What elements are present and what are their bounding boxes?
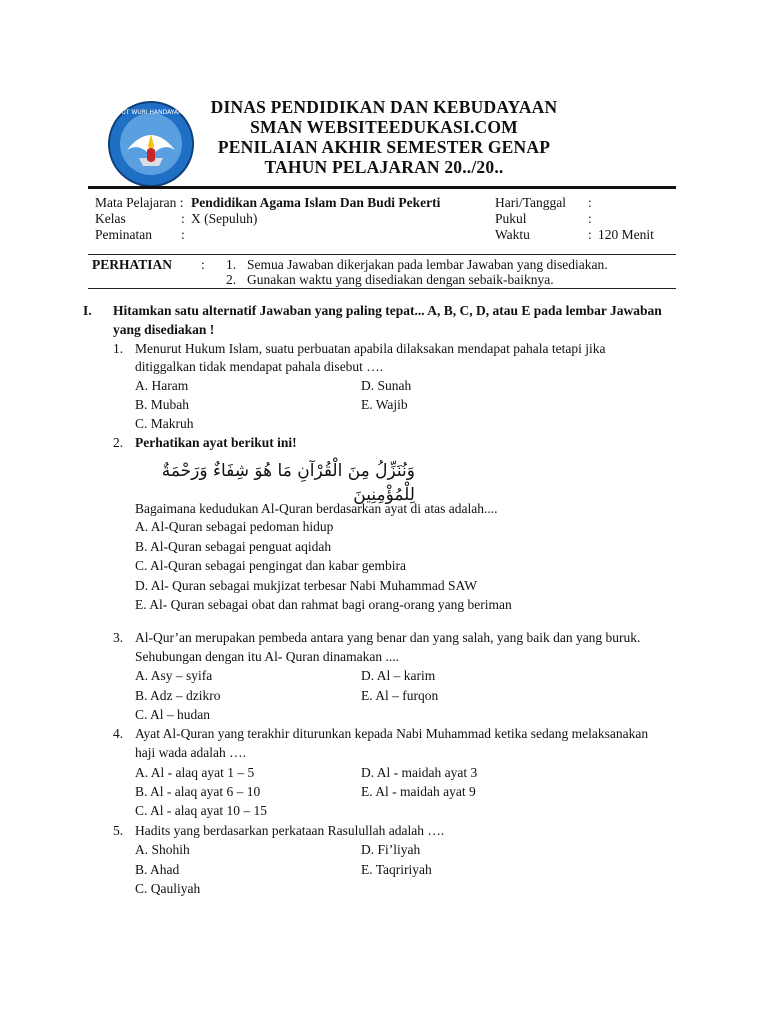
peminatan-sep: : bbox=[181, 227, 185, 242]
kelas-sep: : bbox=[181, 211, 185, 226]
option-d: D. Fi’liyah bbox=[361, 842, 421, 857]
header-line-school: SMAN WEBSITEEDUKASI.COM bbox=[250, 117, 518, 137]
option-b: B. Ahad bbox=[135, 862, 180, 877]
option-e: E. Taqririyah bbox=[361, 862, 432, 877]
option-d: D. Sunah bbox=[361, 378, 412, 393]
section-number: I. bbox=[83, 303, 92, 318]
option-a: A. Haram bbox=[135, 378, 189, 393]
header-line-year: TAHUN PELAJARAN 20../20.. bbox=[264, 157, 504, 177]
waktu-sep: : bbox=[588, 227, 592, 242]
perhatian-label: PERHATIAN bbox=[92, 257, 173, 272]
info-divider bbox=[88, 254, 676, 255]
question-text-line-2: ditiggalkan tidak mendapat pahala disebut …. bbox=[135, 359, 384, 374]
question-text-line-1: Menurut Hukum Islam, suatu perbuatan apabila dilaksakan mendapat pahala tetapi jika bbox=[135, 341, 606, 356]
hari-label: Hari/Tanggal bbox=[495, 195, 567, 210]
peminatan-label: Peminatan bbox=[95, 227, 152, 242]
option-e: E. Wajib bbox=[361, 397, 408, 412]
mapel-label: Mata Pelajaran : bbox=[95, 195, 184, 210]
question-text: Bagaimana kedudukan Al-Quran berdasarkan ayat di atas adalah.... bbox=[135, 501, 498, 516]
pukul-label: Pukul bbox=[495, 211, 527, 226]
option-e: E. Al – furqon bbox=[361, 688, 439, 703]
option-a: A. Asy – syifa bbox=[135, 668, 213, 683]
question-number: 5. bbox=[113, 823, 124, 838]
option-a: A. Shohih bbox=[135, 842, 190, 857]
header-line-dinas: DINAS PENDIDIKAN DAN KEBUDAYAAN bbox=[210, 97, 558, 117]
option-c: C. Al - alaq ayat 10 – 15 bbox=[135, 803, 267, 818]
option-c: C. Al-Quran sebagai pengingat dan kabar gembira bbox=[135, 558, 407, 573]
question-number: 3. bbox=[113, 630, 124, 645]
option-c: C. Qauliyah bbox=[135, 881, 201, 896]
option-d: D. Al - maidah ayat 3 bbox=[361, 765, 478, 780]
question-text-line-1: Hadits yang berdasarkan perkataan Rasulullah adalah …. bbox=[135, 823, 445, 838]
mapel-value: Pendidikan Agama Islam Dan Budi Pekerti bbox=[191, 195, 441, 210]
header-line-exam: PENILAIAN AKHIR SEMESTER GENAP bbox=[217, 137, 551, 157]
pukul-sep: : bbox=[588, 211, 592, 226]
option-b: B. Al-Quran sebagai penguat aqidah bbox=[135, 539, 332, 554]
option-d: D. Al – karim bbox=[361, 668, 436, 683]
tut-wuri-handayani-logo bbox=[107, 100, 195, 188]
section-line-2: yang disediakan ! bbox=[113, 322, 215, 337]
question-text-line-1: Ayat Al-Quran yang terakhir diturunkan kepada Nabi Muhammad ketika sedang melaksanakan bbox=[135, 726, 649, 741]
option-e: E. Al- Quran sebagai obat dan rahmat bagi orang-orang yang beriman bbox=[135, 597, 512, 612]
option-e: E. Al - maidah ayat 9 bbox=[361, 784, 476, 799]
perhatian-item-1-num: 1. bbox=[226, 257, 237, 272]
waktu-value: 120 Menit bbox=[598, 227, 654, 242]
option-b: B. Adz – dzikro bbox=[135, 688, 221, 703]
option-b: B. Mubah bbox=[135, 397, 189, 412]
kelas-value: X (Sepuluh) bbox=[191, 211, 258, 226]
section-line-1: Hitamkan satu alternatif Jawaban yang paling tepat... A, B, C, D, atau E pada lembar Jawaban bbox=[113, 303, 662, 318]
option-a: A. Al - alaq ayat 1 – 5 bbox=[135, 765, 255, 780]
question-number: 1. bbox=[113, 341, 124, 356]
waktu-label: Waktu bbox=[495, 227, 530, 242]
question-text-line-2: Sehubungan dengan itu Al- Quran dinamakan .... bbox=[135, 649, 399, 664]
question-text-line-1: Al-Qur’an merupakan pembeda antara yang benar dan yang salah, yang baik dan yang buruk. bbox=[135, 630, 641, 645]
perhatian-item-1-text: Semua Jawaban dikerjakan pada lembar Jawaban yang disediakan. bbox=[247, 257, 608, 272]
perhatian-sep: : bbox=[201, 257, 205, 272]
option-a: A. Al-Quran sebagai pedoman hidup bbox=[135, 519, 334, 534]
option-c: C. Al – hudan bbox=[135, 707, 211, 722]
arabic-verse: وَنُنَزِّلُ مِنَ الْقُرْآنِ مَا هُوَ شِفَاءٌ وَرَحْمَةٌ لِلْمُؤْمِنِينَ bbox=[161, 461, 415, 505]
option-c: C. Makruh bbox=[135, 416, 194, 431]
header-title bbox=[200, 97, 568, 177]
perhatian-divider bbox=[88, 288, 676, 289]
question-title: Perhatikan ayat berikut ini! bbox=[135, 435, 297, 450]
option-d: D. Al- Quran sebagai mukjizat terbesar Nabi Muhammad SAW bbox=[135, 578, 477, 593]
hari-sep: : bbox=[588, 195, 592, 210]
question-number: 4. bbox=[113, 726, 124, 741]
header-divider bbox=[88, 186, 676, 189]
question-text-line-2: haji wada adalah …. bbox=[135, 745, 246, 760]
option-b: B. Al - alaq ayat 6 – 10 bbox=[135, 784, 261, 799]
perhatian-item-2-text: Gunakan waktu yang disediakan dengan sebaik-baiknya. bbox=[247, 272, 554, 287]
question-number: 2. bbox=[113, 435, 124, 450]
svg-text:TUT WURI HANDAYANI: TUT WURI HANDAYANI bbox=[117, 109, 185, 116]
perhatian-item-2-num: 2. bbox=[226, 272, 237, 287]
kelas-label: Kelas bbox=[95, 211, 126, 226]
